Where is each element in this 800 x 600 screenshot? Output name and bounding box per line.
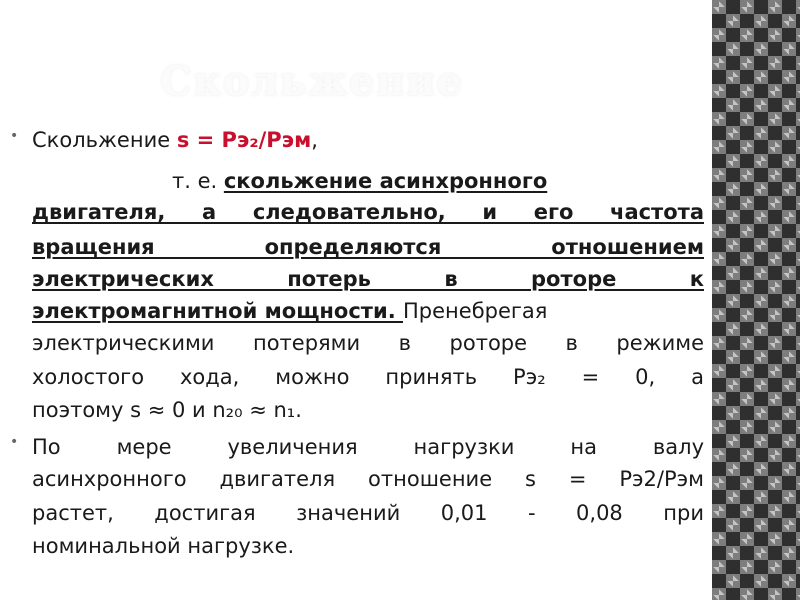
bullet-icon: • (10, 434, 19, 450)
text-te: т. е. (172, 169, 224, 193)
text-comma: , (311, 128, 318, 152)
para1-line-2 (32, 166, 704, 196)
para1-line-1 (32, 125, 704, 155)
slip-formula: s = Pэ₂/Pэм (176, 128, 312, 152)
para1-line-6 (32, 296, 704, 326)
text-bold-end: электромагнитной мощности. (32, 299, 403, 323)
para2-line-1: По мере увеличения нагрузки на валу (32, 435, 704, 459)
para1-line-9: поэтому s ≈ 0 и n₂₀ ≈ n₁. (32, 398, 302, 422)
para2-line-4: номинальной нагрузке. (32, 534, 295, 558)
text-neglecting: Пренебрегая (403, 299, 548, 323)
text-bold-1: скольжение асинхронного (223, 169, 548, 193)
para1-line-3: двигателя, а следовательно, и его частота (32, 200, 704, 224)
para1-line-8: холостого хода, можно принять Pэ₂ = 0, а (32, 365, 704, 389)
para2-line-2: асинхронного двигателя отношение s = Pэ2/Pэм (32, 467, 704, 491)
decorative-pattern-strip (712, 0, 800, 600)
text-slip-label: Скольжение (32, 128, 177, 152)
para2-line-3: растет, достигая значений 0,01 - 0,08 при (32, 501, 704, 525)
bullet-icon: • (10, 128, 19, 144)
para1-line-4: вращения определяются отношением (32, 235, 704, 259)
para1-line-5: электрических потерь в роторе к (32, 267, 704, 291)
para1-line-7: электрическими потерями в роторе в режиме (32, 331, 704, 355)
slide-title: Скольжение (160, 58, 463, 105)
